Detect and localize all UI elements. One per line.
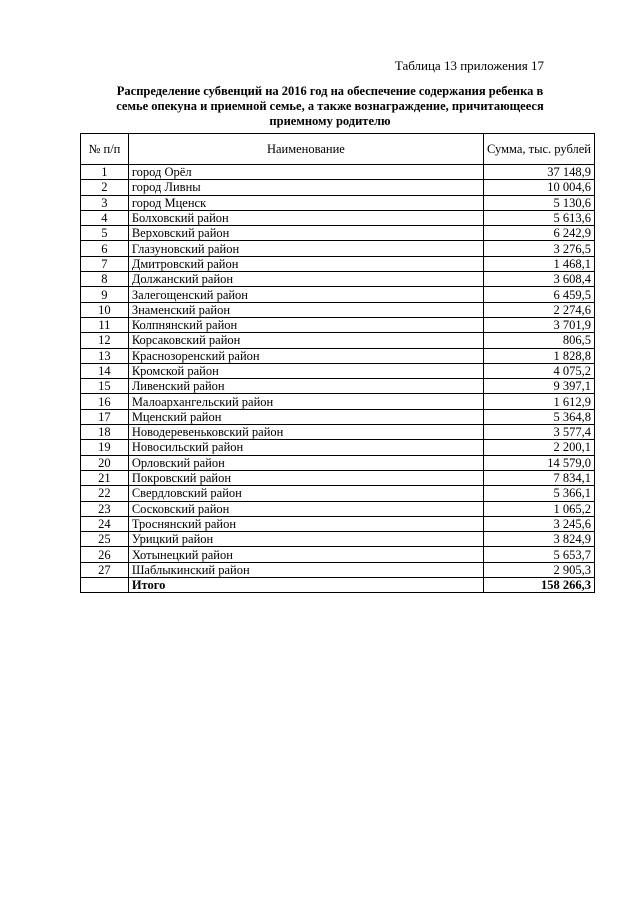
row-sum: 5 613,6 [483,210,594,225]
row-sum: 5 653,7 [483,547,594,562]
table-body [81,165,595,593]
table-row [81,348,595,363]
row-sum: 7 834,1 [483,470,594,485]
table-row [81,256,595,271]
row-num: 27 [81,562,129,577]
table-row [81,241,595,256]
row-name: Ливенский район [128,379,483,394]
table-row [81,379,595,394]
row-name: Мценский район [128,409,483,424]
row-sum: 5 366,1 [483,486,594,501]
subsidy-table [80,133,595,593]
row-num: 23 [81,501,129,516]
table-total-row [81,578,595,593]
row-num: 20 [81,455,129,470]
table-row [81,287,595,302]
row-name: Колпнянский район [128,317,483,332]
header-num-label: № п/п [88,142,121,156]
table-row [81,425,595,440]
table-row [81,562,595,577]
row-name: Покровский район [128,470,483,485]
row-sum: 1 065,2 [483,501,594,516]
row-num: 16 [81,394,129,409]
row-num: 15 [81,379,129,394]
row-name: Краснозоренский район [128,348,483,363]
header-name [128,134,483,165]
row-num: 17 [81,409,129,424]
row-sum: 2 274,6 [483,302,594,317]
table-row [81,547,595,562]
row-sum: 3 824,9 [483,532,594,547]
row-name: город Ливны [128,180,483,195]
table-row [81,516,595,531]
row-num: 14 [81,363,129,378]
row-name: Новодеревеньковский район [128,425,483,440]
row-name: Шаблыкинский район [128,562,483,577]
row-sum: 6 242,9 [483,226,594,241]
row-num: 26 [81,547,129,562]
header-name-label: Наименование [266,142,345,156]
row-name: Кромской район [128,363,483,378]
total-label: Итого [128,578,483,593]
row-sum: 1 468,1 [483,256,594,271]
total-sum: 158 266,3 [483,578,594,593]
row-name: город Орёл [128,165,483,180]
row-num: 7 [81,256,129,271]
row-num: 8 [81,272,129,287]
row-sum: 3 608,4 [483,272,594,287]
row-num: 3 [81,195,129,210]
row-num: 22 [81,486,129,501]
row-num: 21 [81,470,129,485]
row-sum: 1 612,9 [483,394,594,409]
row-name: Сосковский район [128,501,483,516]
row-name: Хотынецкий район [128,547,483,562]
row-name: город Мценск [128,195,483,210]
row-name: Малоархангельский район [128,394,483,409]
row-sum: 3 701,9 [483,317,594,332]
row-name: Знаменский район [128,302,483,317]
row-num: 24 [81,516,129,531]
table-row [81,317,595,332]
row-num: 5 [81,226,129,241]
row-sum: 3 577,4 [483,425,594,440]
row-sum: 5 130,6 [483,195,594,210]
row-name: Орловский район [128,455,483,470]
row-sum: 2 905,3 [483,562,594,577]
row-sum: 37 148,9 [483,165,594,180]
row-name: Должанский район [128,272,483,287]
row-name: Дмитровский район [128,256,483,271]
row-num: 4 [81,210,129,225]
row-num: 2 [81,180,129,195]
document-title: Распределение субвенций на 2016 год на обеспечение содержания ребенка в семье опекуна и приемной семье, а также вознаграждение, причитающееся приемному родителю [116,84,544,128]
row-num: 6 [81,241,129,256]
row-sum: 806,5 [483,333,594,348]
row-sum: 14 579,0 [483,455,594,470]
table-caption: Таблица 13 приложения 17 [394,58,544,73]
table-row [81,532,595,547]
table-row [81,501,595,516]
row-num: 19 [81,440,129,455]
table-row [81,180,595,195]
table-row [81,165,595,180]
row-name: Новосильский район [128,440,483,455]
row-num: 25 [81,532,129,547]
row-name: Урицкий район [128,532,483,547]
row-sum: 4 075,2 [483,363,594,378]
table-row [81,409,595,424]
table-header-row [81,134,595,165]
row-num: 18 [81,425,129,440]
table-row [81,486,595,501]
row-sum: 2 200,1 [483,440,594,455]
row-num: 11 [81,317,129,332]
row-name: Свердловский район [128,486,483,501]
row-num: 1 [81,165,129,180]
row-name: Троснянский район [128,516,483,531]
row-num: 10 [81,302,129,317]
row-sum: 3 276,5 [483,241,594,256]
table-row [81,195,595,210]
table-row [81,226,595,241]
header-sum [483,134,594,165]
table-row [81,210,595,225]
row-num: 13 [81,348,129,363]
total-num-cell [81,578,129,593]
table-row [81,302,595,317]
table-row [81,470,595,485]
table-row [81,333,595,348]
header-num [81,134,129,165]
row-name: Глазуновский район [128,241,483,256]
row-name: Залегощенский район [128,287,483,302]
row-sum: 5 364,8 [483,409,594,424]
table-row [81,440,595,455]
row-sum: 6 459,5 [483,287,594,302]
header-sum-label: Сумма, тыс. рублей [486,142,591,156]
table-row [81,272,595,287]
row-sum: 9 397,1 [483,379,594,394]
row-name: Корсаковский район [128,333,483,348]
row-name: Верховский район [128,226,483,241]
table-row [81,394,595,409]
row-name: Болховский район [128,210,483,225]
row-sum: 3 245,6 [483,516,594,531]
table-row [81,455,595,470]
row-num: 9 [81,287,129,302]
table-row [81,363,595,378]
row-sum: 10 004,6 [483,180,594,195]
row-sum: 1 828,8 [483,348,594,363]
row-num: 12 [81,333,129,348]
